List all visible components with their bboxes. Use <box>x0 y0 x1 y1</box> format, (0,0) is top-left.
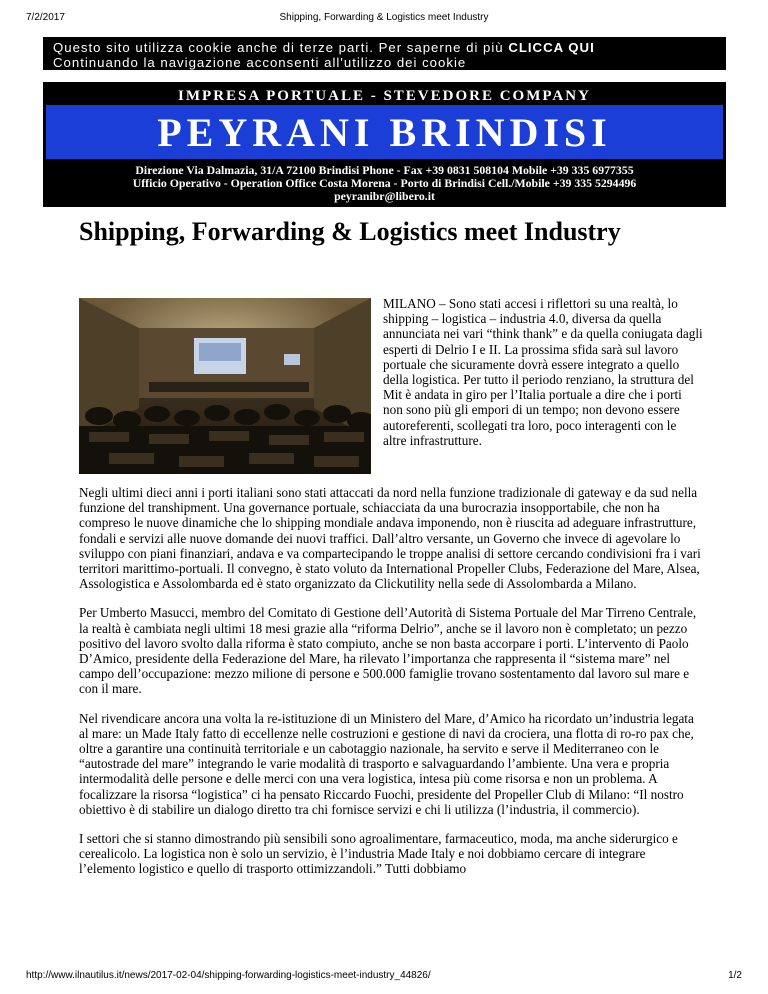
article-paragraph: Nel rivendicare ancora una volta la re-istituzione di un Ministero del Mare, d’Amico ha ricordato un’industria legata al mare: un Made Italy fatto di eccellenze nelle costruzioni e gestione di navi da crociera, una flotta di ro-ro pax che, oltre a garantire una continuità territoriale e un cabotaggio nazionale, ha servito e serve il Mediterraneo con le “autostrade del mare” integrando le varie modalità di trasporto e salvaguardando l’ambiente. Una vera e propria intermodalità delle persone e delle merci con una vera logistica, intesa più come risorsa e non un problema. A focalizzare la risorsa “logistica” ci ha pensato Riccardo Fuochi, presidente del Propeller Club di Milano: “Il nostro obiettivo è di stabilire un dialogo diretto tra chi fornisce servizi e chi li utilizza (l’industria, il commercio). <box>79 710 694 817</box>
cookie-line-1 <box>53 40 726 55</box>
cookie-line-2: Continuando la navigazione acconsenti all'utilizzo dei cookie <box>53 55 467 70</box>
page-number: 1/2 <box>728 970 742 981</box>
article-paragraph: I settori che si stanno dimostrando più sensibili sono agroalimentare, farmaceutico, moda, ma anche siderurgico e cerealicolo. La logistica non è solo un servizio, è l’industria Made Italy e noi dobbiamo cercare di integrare l’elemento logistico e quello di trasporto ottimizzandoli.” Tutti dobbiamo <box>79 831 678 877</box>
print-url: http://www.ilnautilus.it/news/2017-02-04/shipping-forwarding-logistics-meet-industry_44826/ <box>26 970 431 981</box>
brand-name: PEYRANI BRINDISI <box>157 109 612 155</box>
article-paragraph: Per Umberto Masucci, membro del Comitato di Gestione dell’Autorità di Sistema Portuale del Mar Tirreno Centrale, la realtà è cambiata negli ultimi 18 mesi grazie alla “riforma Delrio”, anche se il lavoro non è completato; un pezzo positivo del lavoro svolto dalla riforma è stato compiuto, anche se non basta accorpare i porti. L’intervento di Paolo D’Amico, presidente della Federazione del Mare, ha rilevato l’importanza che rappresenta il “sistema mare” nel campo dell’occupazione: mezzo milione di persone e 500.000 famiglie trovano sostentamento dal lavoro sul mare e con il mare. <box>79 605 697 697</box>
conference-photo <box>79 298 371 474</box>
print-page-title: Shipping, Forwarding & Logistics meet Industry <box>279 12 489 23</box>
company-email: peyranibr@libero.it <box>334 189 435 203</box>
cookie-info-link[interactable]: CLICCA QUI <box>508 40 595 55</box>
company-tagline: IMPRESA PORTUALE - STEVEDORE COMPANY <box>178 88 591 104</box>
article-body <box>79 485 704 891</box>
article-paragraph: Negli ultimi dieci anni i porti italiani sono stati attaccati da nord nella funzione tradizionale di gateway e da sud nella funzione del transhipment. Una governance portuale, schiacciata da una burocrazia insopportabile, che non ha compreso le nuove dinamiche che lo shipping mondiale andava imponendo, non è riuscita ad adeguare infrastrutture, fondali e servizi alle nuove domande dei nuovi traffici. Dall’altro versante, un Governo che invece di agevolare lo sviluppo con piani finanziari, andava e va compartecipando le troppe analisi di settore cercando condivisioni fra i vari territori marittimo-portuali. Il convegno, è stato voluto da International Propeller Clubs, Federazione del Mare, Alsea, Assologistica e Assolombarda ed è stato organizzato da Clickutility nella sede di Assolombarda a Milano. <box>79 485 701 592</box>
print-header <box>26 12 742 26</box>
cookie-notice-text: Questo sito utilizza cookie anche di terze parti. Per saperne di più <box>53 40 509 55</box>
article-title: Shipping, Forwarding & Logistics meet Industry <box>79 217 621 246</box>
print-date: 7/2/2017 <box>26 12 65 23</box>
company-contacts <box>43 164 726 203</box>
address-line-2: Ufficio Operativo - Operation Office Costa Morena - Porto di Brindisi Cell./Mobile +39 335 5294496 <box>132 176 637 190</box>
cookie-banner <box>43 37 726 70</box>
print-footer <box>26 970 742 984</box>
article-intro: MILANO – Sono stati accesi i riflettori su una realtà, lo shipping – logistica – industria 4.0, diversa da quella annunciata nei vari “think thank” e da quella coniugata dagli esperti di Delrio I e II. La prossima sfida sarà sul lavoro portuale che sicuramente dovrà essere integrato a quello della logistica. Per tutto il periodo renziano, la struttura del Mit è andata in giro per l’Italia portuale a dire che i porti non sono più gli empori di un tempo; non devono essere autoreferenti, scollegati tra loro, poco interagenti con le altre infrastrutture. <box>383 296 703 448</box>
brand-block <box>46 105 723 159</box>
address-line-1: Direzione Via Dalmazia, 31/A 72100 Brindisi Phone - Fax +39 0831 508104 Mobile +39 335 6977355 <box>135 163 634 177</box>
site-banner[interactable] <box>43 82 726 207</box>
